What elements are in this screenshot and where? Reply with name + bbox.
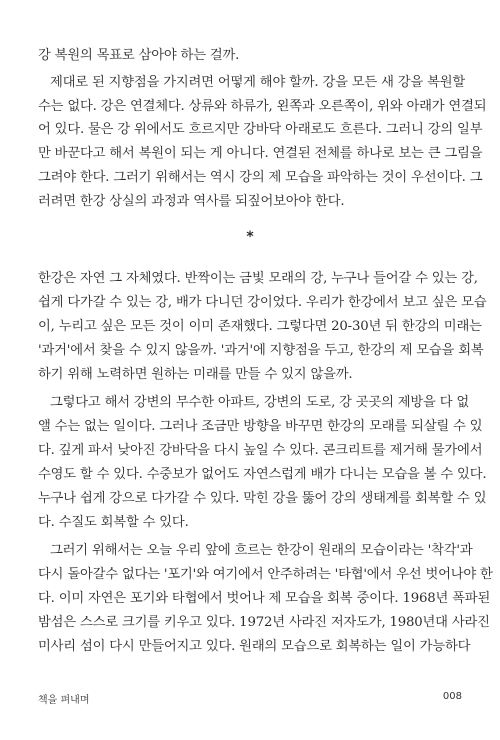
text-line: 그렇다고 해서 강변의 무수한 아파트, 강변의 도로, 강 곳곳의 제방을 다 없 xyxy=(50,395,470,410)
text-line: 어 있다. 물은 강 위에서도 흐르지만 강바닥 아래로도 흐른다. 그러니 강의 일부 xyxy=(38,122,483,137)
text-line: 앨 수는 없는 일이다. 그러나 조금만 방향을 바꾸면 한강의 모래를 되살릴 수 있 xyxy=(38,419,483,434)
text-line: '과거'에서 찾을 수 있지 않을까. '과거'에 지향점을 두고, 한강의 제 모습을 회복 xyxy=(38,343,484,358)
text-line: 그러기 위해서는 오늘 우리 앞에 흐르는 한강이 원래의 모습이라는 '착각'과 xyxy=(50,543,473,558)
text-line: 다시 돌아갈수 없다는 '포기'와 여기에서 안주하려는 '타협'에서 우선 벗어나야 한 xyxy=(38,567,493,582)
text-line: 만 바꾼다고 해서 복원이 되는 게 아니다. 연결된 전체를 하나로 보는 큰 그림을 xyxy=(38,146,483,161)
text-line: 쉽게 다가갈 수 있는 강, 배가 다니던 강이었다. 우리가 한강에서 보고 싶은 모습 xyxy=(38,295,487,310)
text-line: 그려야 한다. 그러기 위해서는 역시 강의 제 모습을 파악하는 것이 우선이다. 그 xyxy=(38,170,483,185)
text-line: 이, 누리고 싶은 모든 것이 이미 존재했다. 그렇다면 20-30년 뒤 한강의 미래는 xyxy=(38,319,482,334)
text-line: 제대로 된 지향점을 가지려면 어떻게 해야 할까. 강을 모든 새 강을 복원할 xyxy=(50,75,466,90)
text-line: 강 복원의 목표로 삼아야 하는 걸까. xyxy=(38,48,240,63)
text-line: 수는 없다. 강은 연결체다. 상류와 하류가, 왼쪽과 오른쪽이, 위와 아래가 연결되 xyxy=(38,99,487,114)
text-line: 수영도 할 수 있다. 수중보가 없어도 자연스럽게 배가 다니는 모습을 볼 수 있다. xyxy=(38,467,487,482)
text-line: 다. 깊게 파서 낮아진 강바닥을 다시 높일 수 있다. 콘크리트를 제거해 물가에서 xyxy=(38,443,483,458)
text-line: 한강은 자연 그 자체였다. 반짝이는 금빛 모래의 강, 누구나 들어갈 수 있는 강, xyxy=(38,271,478,286)
text-line: 미사리 섬이 다시 만들어지고 있다. 원래의 모습으로 회복하는 일이 가능하다 xyxy=(38,639,471,654)
text-line: 밤섬은 스스로 크기를 키우고 있다. 1972년 사라진 저자도가, 1980년대 사라진 xyxy=(38,615,490,630)
section-divider: * xyxy=(246,229,254,245)
text-line: 러려면 한강 상실의 과정과 역사를 되짚어보아야 한다. xyxy=(38,194,345,209)
page-number: 008 xyxy=(442,691,462,702)
text-line: 다. 수질도 회복할 수 있다. xyxy=(38,515,189,530)
text-line: 누구나 쉽게 강으로 다가갈 수 있다. 막힌 강을 뚫어 강의 생태계를 회복할 수 있 xyxy=(38,491,487,506)
text-line: 다. 이미 자연은 포기와 타협에서 벗어나 제 모습을 회복 중이다. 1968년 폭파된 xyxy=(38,591,491,606)
text-line: 하기 위해 노력하면 원하는 미래를 만들 수 있지 않을까. xyxy=(38,367,353,382)
running-footer-title: 책을 펴내며 xyxy=(38,695,90,706)
